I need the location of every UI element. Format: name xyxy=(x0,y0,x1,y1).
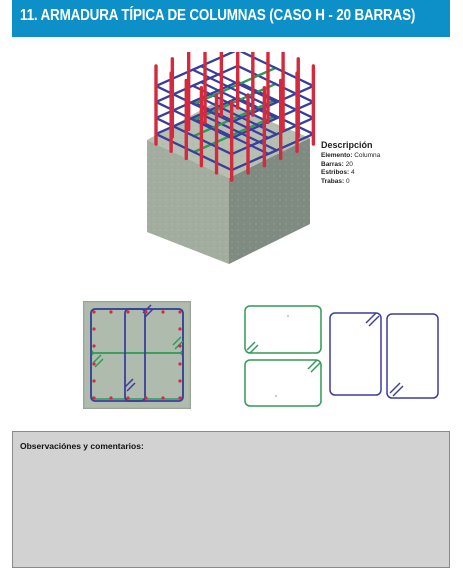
cross-section-bar xyxy=(126,310,129,313)
description-row-stirrups: Estribos: 4 xyxy=(321,169,355,177)
cross-section-bar xyxy=(161,396,164,399)
stirrup-details xyxy=(240,303,445,409)
stirrup-segment xyxy=(193,66,238,86)
section-header xyxy=(12,0,450,37)
cross-section-bar xyxy=(109,396,112,399)
description-row-bars: Barras: 20 xyxy=(321,160,353,168)
stirrup-detail-blue-right xyxy=(387,314,438,398)
description-row-ties: Trabas: 0 xyxy=(321,177,350,185)
observations-label: Observaciónes y comentarios: xyxy=(20,441,144,451)
stirrup-segment xyxy=(268,102,313,122)
description-panel xyxy=(321,140,380,186)
cross-section-bar xyxy=(92,396,95,399)
column-cross-section xyxy=(83,301,191,409)
cross-section-bar xyxy=(144,310,147,313)
description-row-element: Elemento: Columna xyxy=(321,152,381,159)
cross-section-bar xyxy=(92,327,95,330)
cross-section-bar xyxy=(92,344,95,347)
column-3d-illustration xyxy=(120,52,320,264)
cross-section-bar xyxy=(92,310,95,313)
stirrup-detail-blue-left xyxy=(330,313,381,395)
cross-section-bar xyxy=(161,310,164,313)
cross-section-bar xyxy=(178,327,181,330)
cross-section-bar xyxy=(144,396,147,399)
stirrup-segment xyxy=(268,86,313,106)
stirrup-segment xyxy=(238,52,314,86)
description-title: Descripción xyxy=(321,140,373,150)
cross-section-bar xyxy=(92,362,95,365)
cross-section-bar xyxy=(178,344,181,347)
section-title: 11. ARMADURA TÍPICA DE COLUMNAS (CASO H - 20 BARRAS) xyxy=(20,7,416,24)
cross-section-bar xyxy=(109,310,112,313)
cross-section-bar xyxy=(178,396,181,399)
observations-box[interactable] xyxy=(12,431,450,568)
cross-section-bar xyxy=(178,379,181,382)
cross-section-bar xyxy=(126,396,129,399)
stirrup-segment xyxy=(193,52,238,70)
cross-section-bar xyxy=(178,362,181,365)
cross-section-bar xyxy=(92,379,95,382)
cross-section-bar xyxy=(178,310,181,313)
